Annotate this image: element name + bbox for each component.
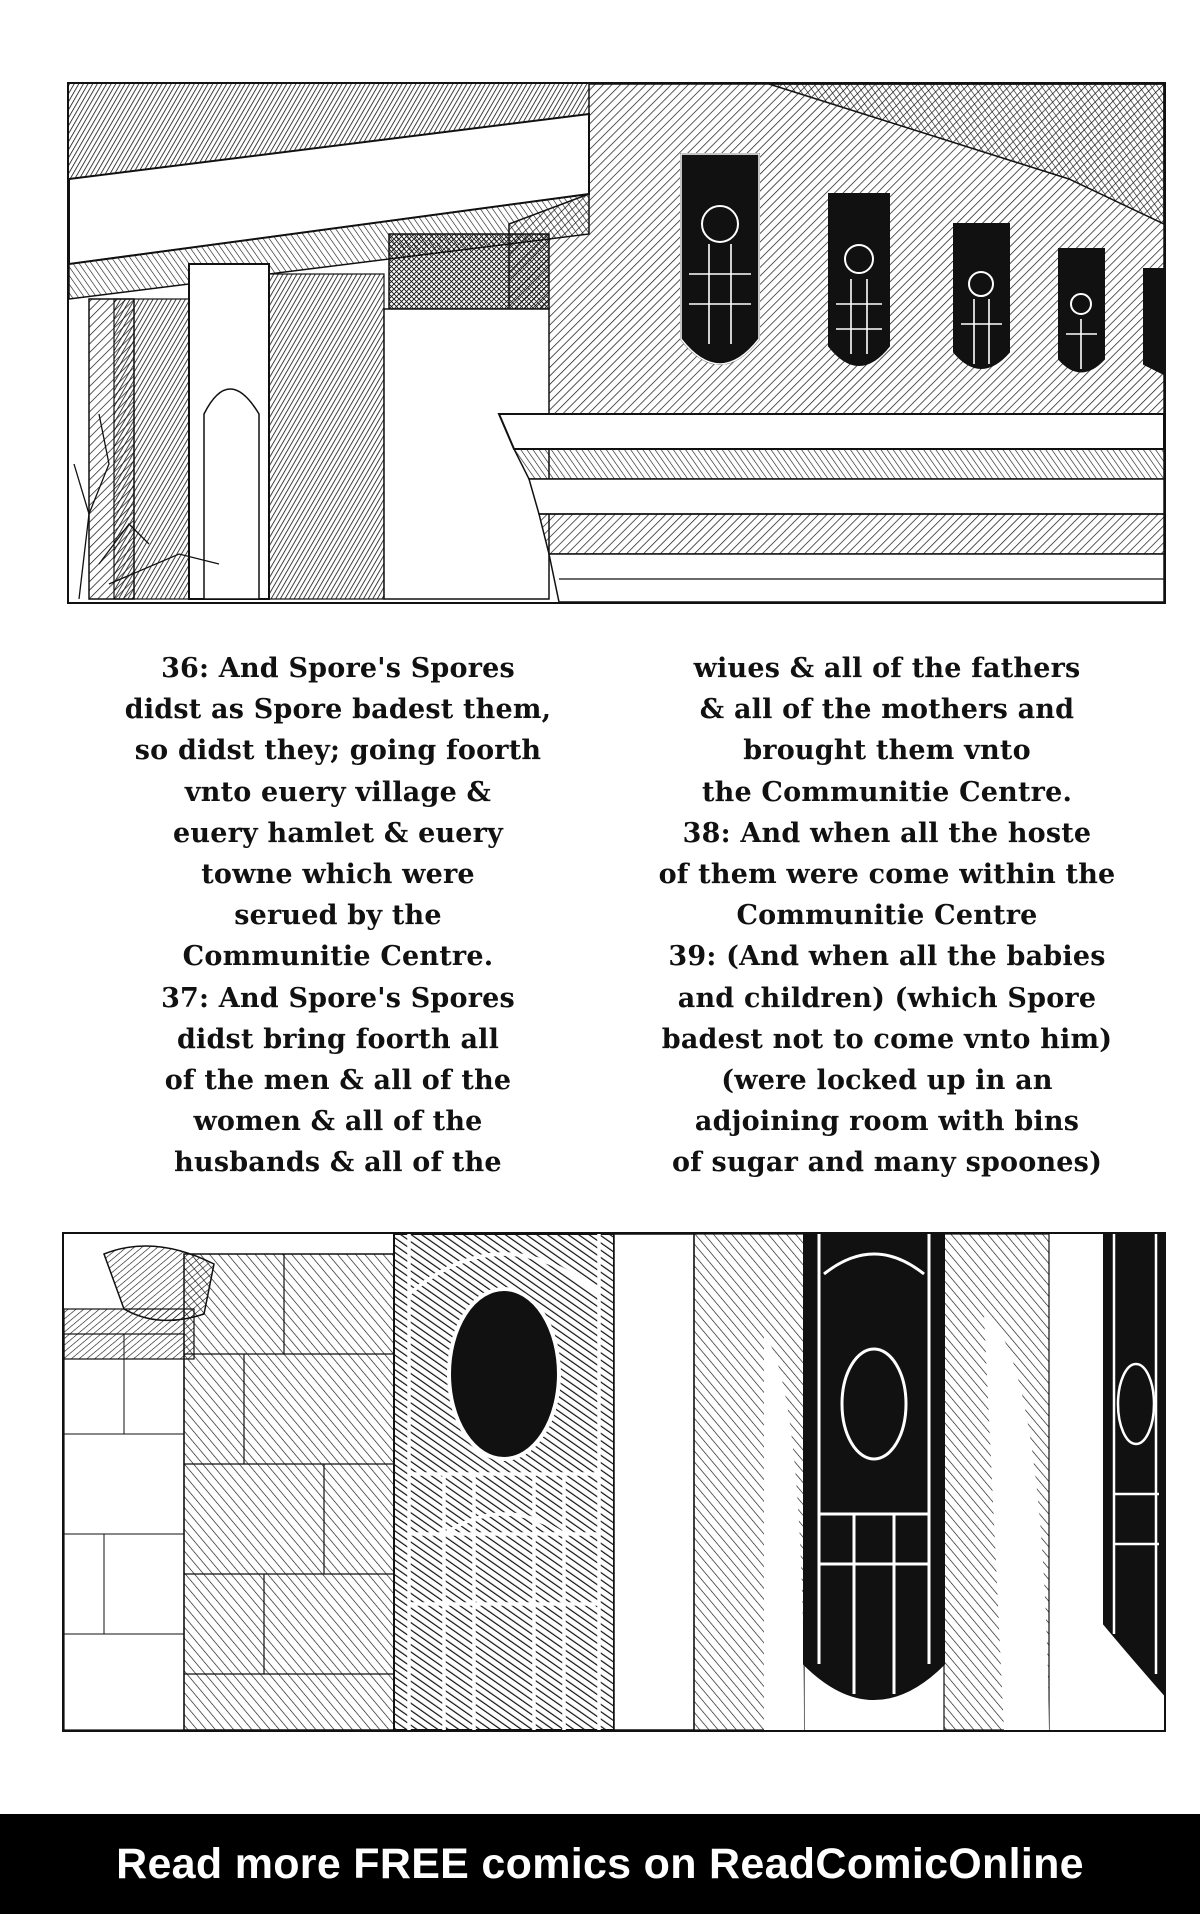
cornice-ledge: [499, 414, 1164, 449]
scripture-text-right: [652, 648, 1122, 1184]
text-line: wiues & all of the fathers: [693, 653, 1081, 684]
text-line: adjoining room with bins: [694, 1106, 1080, 1138]
text-line: of the men & all of the: [164, 1065, 512, 1097]
text-line: 38: And when all the hoste: [682, 817, 1092, 849]
text-line: didst bring foorth all: [176, 1023, 500, 1055]
top-panel-illustration: [67, 82, 1166, 604]
text-line: towne which were: [201, 859, 475, 891]
carved-frieze: [389, 234, 549, 309]
text-line: Communitie Centre: [736, 900, 1038, 932]
portico-drawing: [69, 84, 1164, 602]
text-line: of them were come within the: [658, 859, 1116, 891]
text-line: of sugar and many spoones): [671, 1147, 1103, 1179]
bottom-panel-illustration: [62, 1232, 1166, 1732]
text-line: badest not to come vnto him): [661, 1023, 1113, 1055]
stained-glass-wall-drawing: [64, 1234, 1164, 1730]
text-line: the Communitie Centre.: [701, 776, 1073, 808]
text-line: 37: And Spore's Spores: [161, 982, 515, 1014]
text-line: husbands & all of the: [174, 1147, 502, 1179]
text-line: 39: (And when all the babies: [668, 941, 1106, 973]
text-line: (were locked up in an: [721, 1065, 1053, 1097]
text-line: brought them vnto: [743, 735, 1031, 767]
stained-glass-window: [804, 1234, 944, 1699]
text-line: Communitie Centre.: [182, 941, 494, 973]
text-line: so didst they; going foorth: [134, 735, 542, 767]
text-line: 36: And Spore's Spores: [161, 653, 515, 684]
text-line: and children) (which Spore: [677, 982, 1097, 1014]
text-line: women & all of the: [193, 1106, 483, 1138]
promo-banner-text[interactable]: Read more FREE comics on ReadComicOnline: [116, 1839, 1084, 1888]
text-line: euery hamlet & euery: [173, 817, 503, 849]
stone-wall: [184, 1254, 394, 1730]
scripture-text-left: [103, 648, 573, 1184]
text-line: vnto euery village &: [184, 776, 492, 808]
text-line: & all of the mothers and: [699, 694, 1075, 726]
text-line: didst as Spore badest them,: [124, 694, 552, 726]
promo-banner[interactable]: [0, 1814, 1200, 1914]
text-line: serued by the: [234, 900, 442, 932]
